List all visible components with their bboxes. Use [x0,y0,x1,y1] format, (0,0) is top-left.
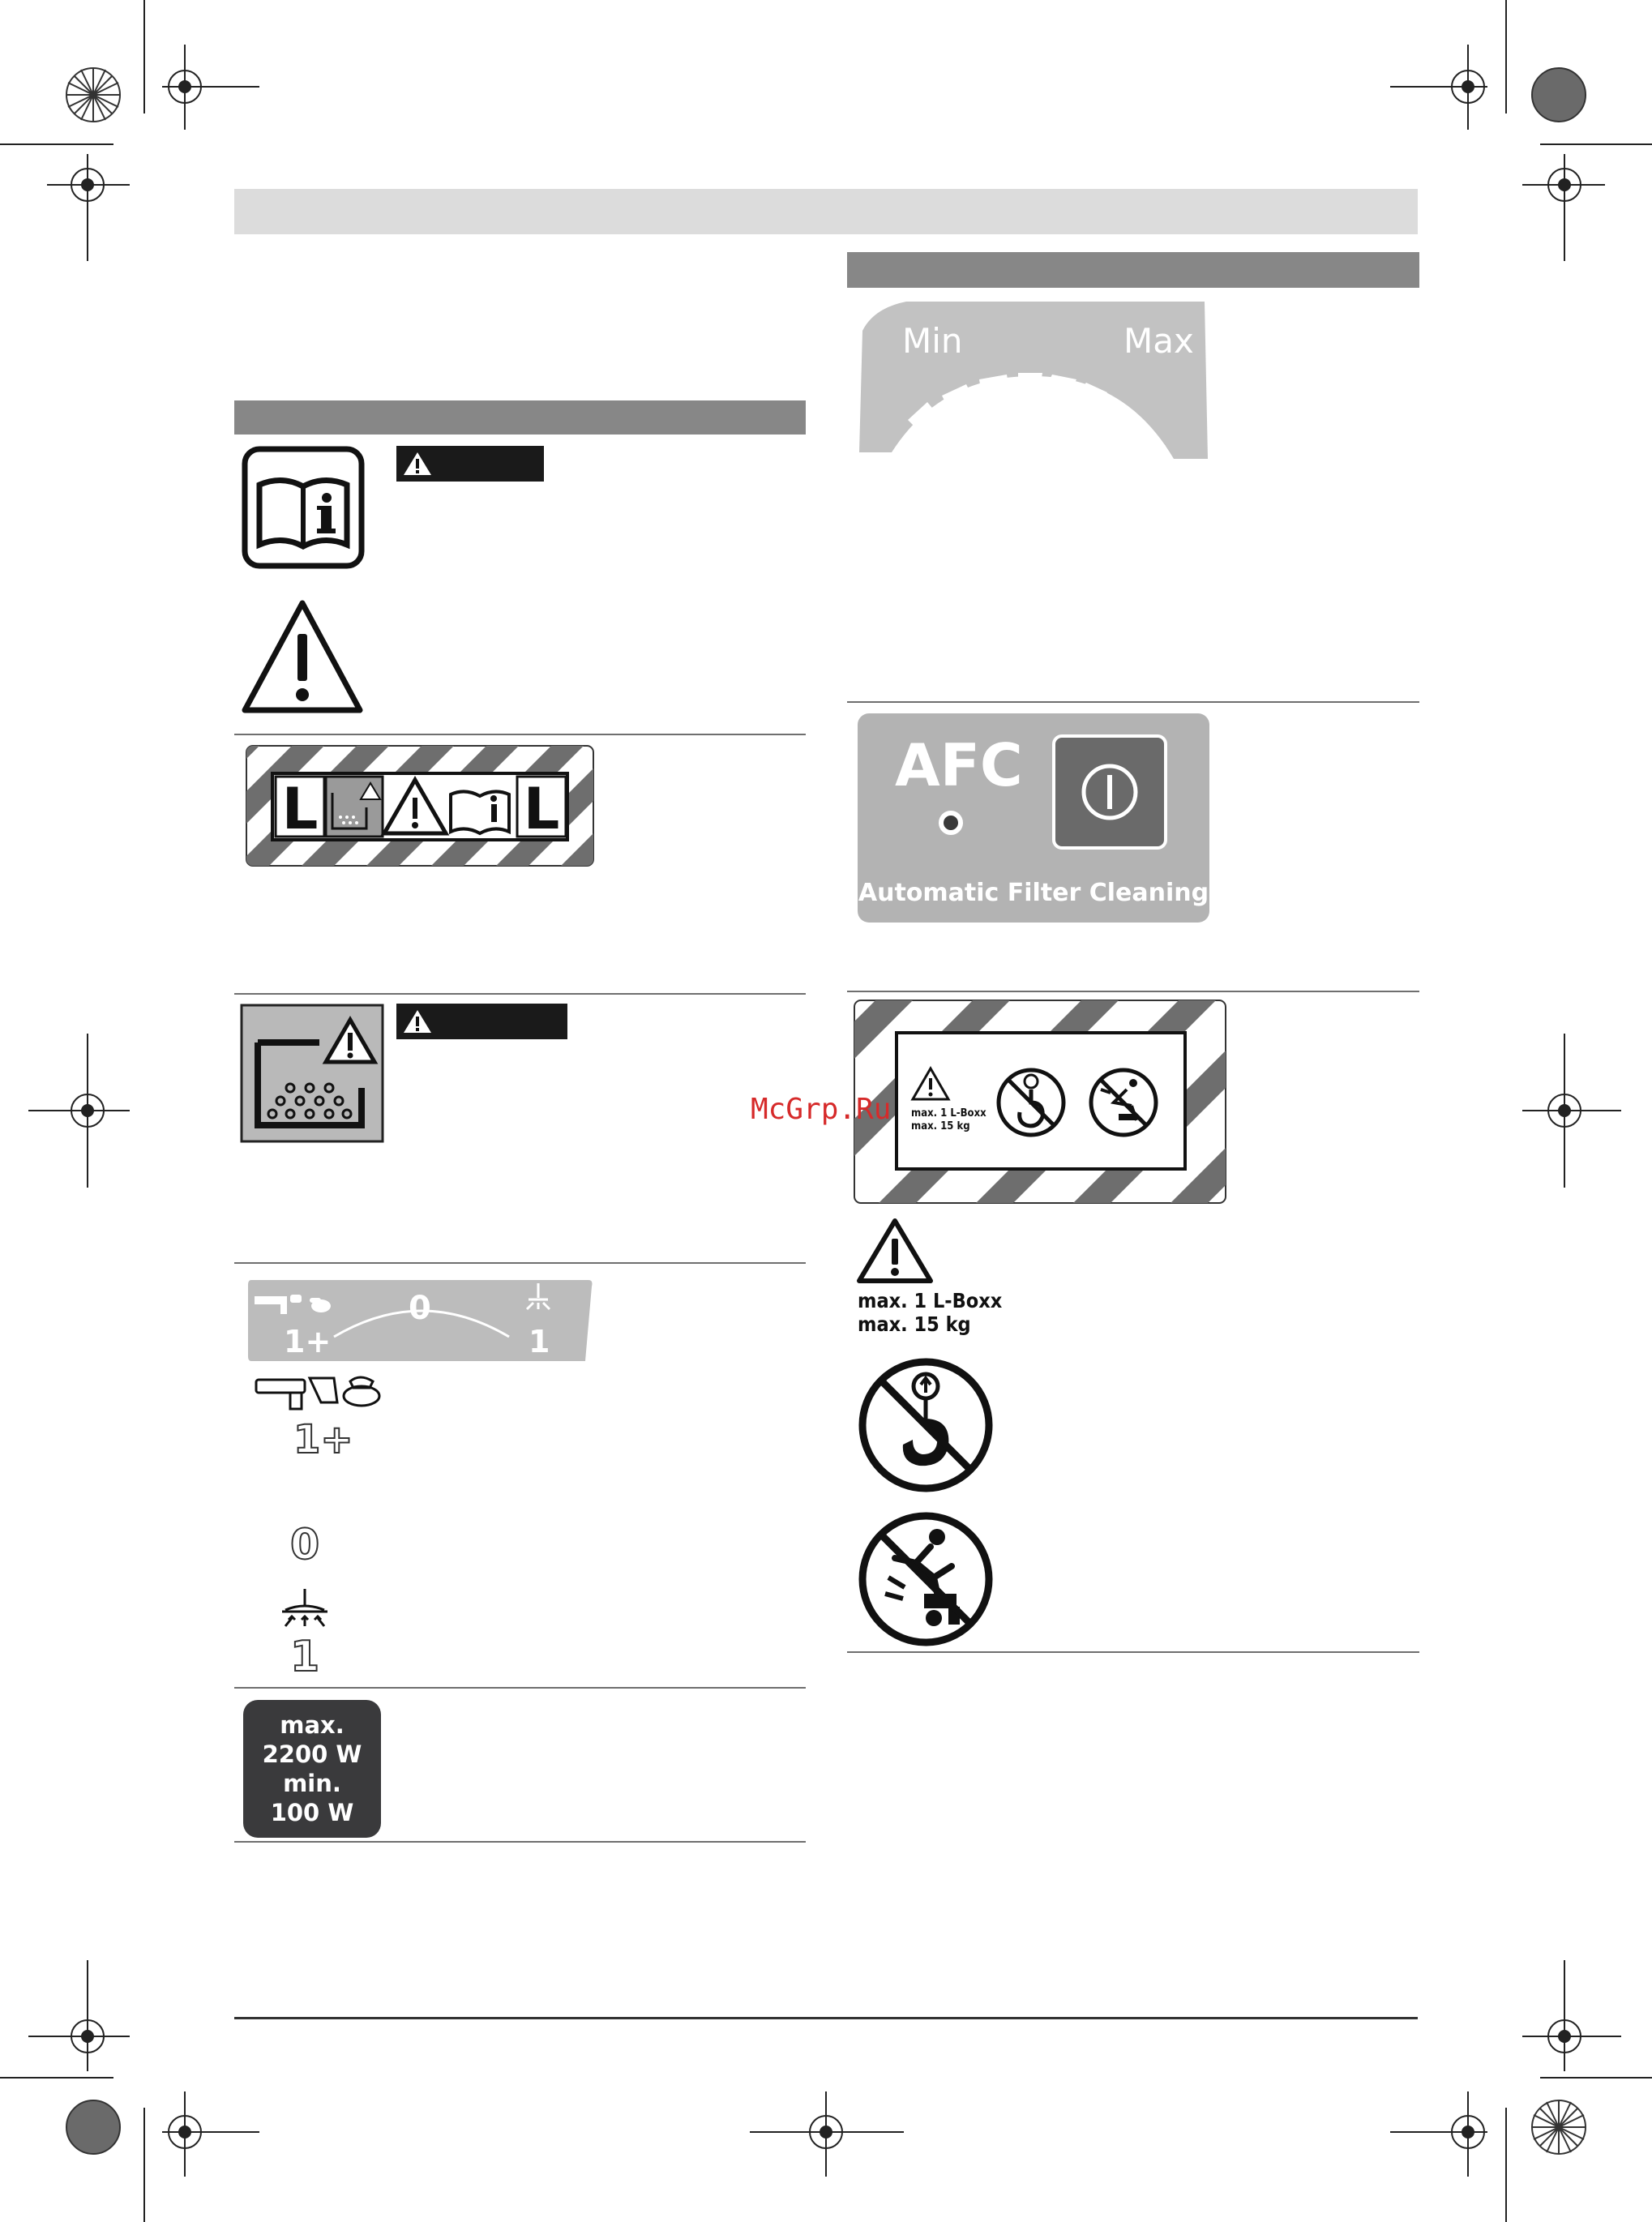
read-manual-icon [242,446,365,569]
power-min-label: min. [283,1770,341,1797]
left-section-bar [234,400,806,435]
load-label-small-line2: max. 15 kg [911,1120,970,1132]
power-max-label: max. [280,1711,345,1739]
load-limit-line1: max. 1 L-Boxx [858,1289,1003,1312]
afc-panel [858,713,1209,923]
power-max-value: 2200 W [262,1740,362,1768]
symbol-off-label: 0 [290,1521,320,1569]
divider-line [234,1841,806,1843]
mode-off-label: 0 [409,1290,431,1327]
divider-line [847,991,1419,992]
divider-line [847,1651,1419,1653]
l-letter-right: L [523,776,560,842]
warning-signal-bar [396,446,544,482]
dust-hazard-icon [240,1004,384,1143]
divider-line [234,1262,806,1264]
mode-on-label: 1 [529,1324,550,1359]
vacuum-nozzle-icon [276,1587,334,1634]
mode-auto-label: 1+ [284,1324,332,1359]
divider-line [234,993,806,995]
page-header-band [234,189,1418,234]
load-limit-line2: max. 15 kg [858,1312,971,1336]
divider-line [847,701,1419,703]
watermark-text: McGrp.Ru [751,1093,892,1126]
power-rating-badge [243,1700,381,1838]
symbol-on-label: 1 [290,1633,320,1681]
afc-indicator-led [939,811,963,835]
dial-min-label: Min [902,321,963,361]
symbol-auto-label: 1+ [293,1417,353,1462]
afc-caption: Automatic Filter Cleaning [858,879,1209,907]
power-tool-icons [253,1370,383,1412]
afc-title: AFC [895,731,1023,799]
dust-class-l-label [245,744,595,867]
load-restriction-label [853,999,1227,1205]
warning-signal-bar [396,1004,567,1039]
afc-power-button[interactable] [1052,734,1167,850]
warning-triangle-icon [856,1218,934,1284]
warning-triangle-small-icon [403,1009,432,1034]
power-min-value: 100 W [270,1799,354,1826]
load-label-small-line1: max. 1 L-Boxx [911,1107,986,1120]
divider-line [234,734,806,735]
warning-triangle-icon [240,597,365,718]
dial-max-label: Max [1123,321,1194,361]
suction-power-dial [858,298,1209,460]
power-icon [1080,762,1140,822]
right-section-bar [847,252,1419,288]
l-letter-left: L [281,776,319,842]
no-crane-hook-icon [856,1355,995,1495]
mode-selector-panel [245,1277,595,1364]
divider-line [234,1687,806,1689]
no-riding-icon [856,1509,995,1649]
footer-rule [234,2017,1418,2019]
warning-triangle-small-icon [403,452,432,476]
